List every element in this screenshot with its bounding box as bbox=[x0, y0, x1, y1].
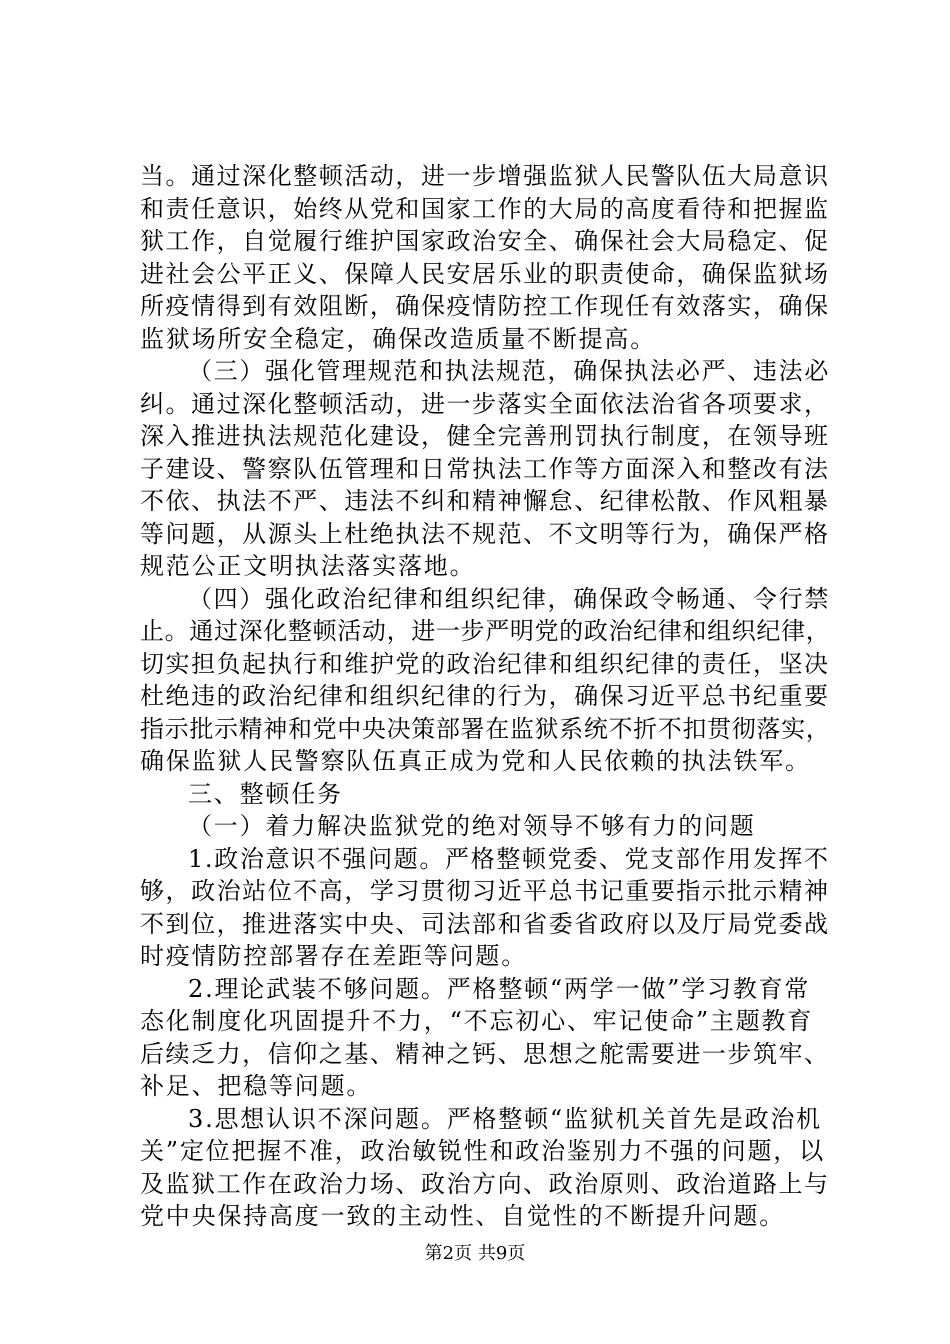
text-line: 确保监狱人民警察队伍真正成为党和人民依赖的执法铁军。 bbox=[140, 747, 811, 775]
text-line: 进社会公平正义、保障人民安居乐业的职责使命，确保监狱场 bbox=[140, 259, 830, 288]
text-line: （四）强化政治纪律和组织纪律，确保政令畅通、令行禁 bbox=[188, 584, 830, 613]
text-line: （一）着力解决监狱党的绝对领导不够有力的问题 bbox=[188, 812, 756, 840]
text-line: 指示批示精神和党中央决策部署在监狱系统不折不扣贯彻落实， bbox=[140, 714, 831, 743]
text-line: 杜绝违的政治纪律和组织纪律的行为，确保习近平总书纪重要 bbox=[140, 682, 830, 710]
text-line: 1.政治意识不强问题。严格整顿党委、党支部作用发挥不 bbox=[188, 844, 830, 873]
text-line: 2.理论武装不够问题。严格整顿“两学一做”学习教育常 bbox=[188, 974, 811, 1003]
text-line: 和责任意识，始终从党和国家工作的大局的高度看待和把握监 bbox=[140, 194, 830, 223]
text-line: 当。通过深化整顿活动，进一步增强监狱人民警队伍大局意识 bbox=[140, 162, 830, 190]
text-line: （三）强化管理规范和执法规范，确保执法必严、违法必 bbox=[188, 357, 830, 385]
text-line: 纠。通过深化整顿活动，进一步落实全面依法治省各项要求， bbox=[140, 389, 830, 418]
text-line: 补足、把稳等问题。 bbox=[140, 1072, 373, 1100]
text-line: 三、整顿任务 bbox=[188, 779, 343, 808]
text-line: 时疫情防控部署存在差距等问题。 bbox=[140, 942, 527, 970]
text-line: 所疫情得到有效阻断，确保疫情防控工作现任有效落实，确保 bbox=[140, 292, 830, 320]
text-line: 不到位，推进落实中央、司法部和省委省政府以及厅局党委战 bbox=[140, 909, 830, 938]
text-line: 及监狱工作在政治力场、政治方向、政治原则、政治道路上与 bbox=[140, 1169, 830, 1198]
text-line: 态化制度化巩固提升不力，“不忘初心、牢记使命”主题教育 bbox=[140, 1007, 814, 1035]
text-line: 监狱场所安全稳定，确保改造质量不断提高。 bbox=[140, 324, 656, 353]
text-line: 党中央保持高度一致的主动性、自觉性的不断提升问题。 bbox=[140, 1202, 785, 1230]
text-line: 后续乏力，信仰之基、精神之钙、思想之舵需要进一步筑牢、 bbox=[140, 1039, 830, 1068]
text-line: 止。通过深化整顿活动，进一步严明党的政治纪律和组织纪律， bbox=[140, 617, 831, 645]
text-line: 子建设、警察队伍管理和日常执法工作等方面深入和整改有法 bbox=[140, 454, 830, 483]
text-line: 深入推进执法规范化建设，健全完善刑罚执行制度，在领导班 bbox=[140, 422, 830, 450]
text-line: 不依、执法不严、违法不纠和精神懈怠、纪律松散、作风粗暴 bbox=[140, 487, 830, 515]
text-line: 等问题，从源头上杜绝执法不规范、不文明等行为，确保严格 bbox=[140, 519, 830, 548]
text-line: 狱工作，自觉履行维护国家政治安全、确保社会大局稳定、促 bbox=[140, 227, 830, 255]
text-line: 3.思想认识不深问题。严格整顿“监狱机关首先是政治机 bbox=[188, 1104, 822, 1133]
page-footer: 第2页 共9页 bbox=[424, 1243, 526, 1264]
document-body bbox=[140, 160, 830, 1233]
text-line: 关”定位把握不准，政治敏锐性和政治鉴别力不强的问题，以 bbox=[140, 1137, 825, 1165]
text-line: 规范公正文明执法落实落地。 bbox=[140, 552, 476, 580]
text-line: 够，政治站位不高，学习贯彻习近平总书记重要指示批示精神 bbox=[140, 877, 830, 905]
text-line: 切实担负起执行和维护党的政治纪律和组织纪律的责任，坚决 bbox=[140, 649, 830, 678]
